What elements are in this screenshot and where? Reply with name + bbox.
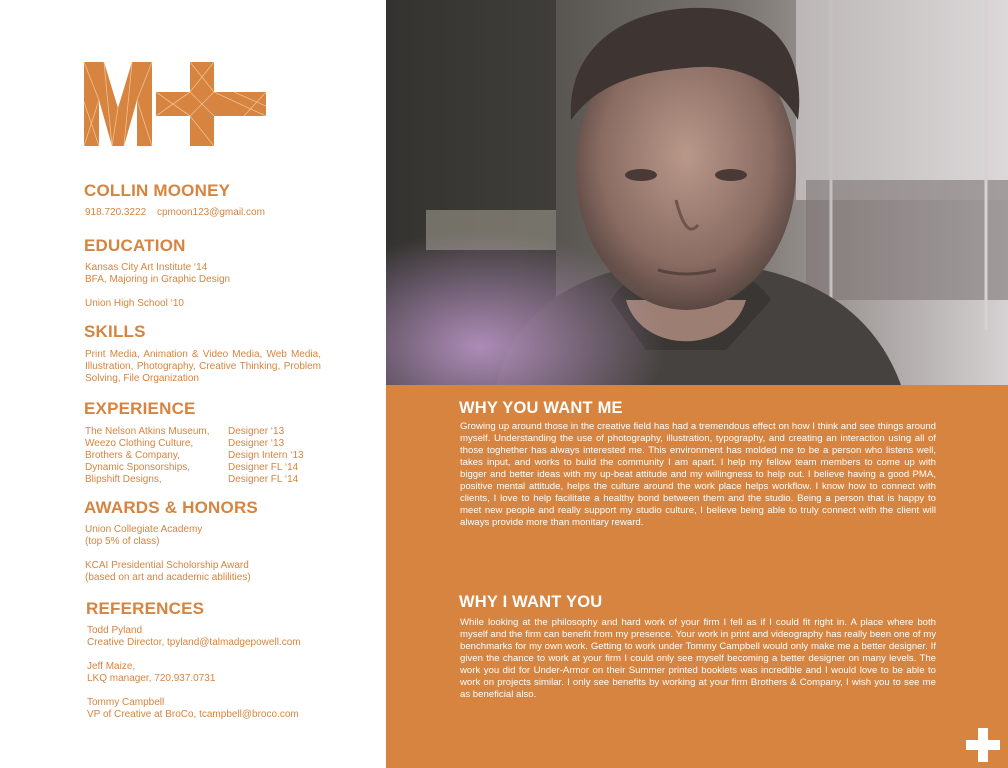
phone-number: 918.720.3222 [85, 207, 147, 218]
experience-place: Dynamic Sponsorships, [85, 462, 191, 473]
experience-role: Designer ‘13 [228, 426, 285, 437]
experience-place: Blipshift Designs, [85, 474, 162, 485]
why-i-want-you-text: While looking at the philosophy and hard work of your firm I fell as if I could fit right in. A place where both myself and the firm can benefit from my presence. Your work in print and videography has really been one of my benchmarks for my own work. Getting to work under Tommy Campbell would only make me a better designer. If given the chance to work at your firm I could only see myself becoming a better designer on many levels. The work you did for Under-Armor on their Summer printed booklets was incredible and I would love to be able to work on projects similar. I only see benefits by working at your firm Brothers & Company, I wish you to see me as beneficial also. [460, 617, 936, 700]
experience-row [85, 438, 335, 450]
award-line: (top 5% of class) [85, 536, 160, 547]
award-line: Union Collegiate Academy [85, 524, 203, 535]
award-item [85, 524, 335, 548]
education-item [85, 262, 325, 286]
contact-info [85, 207, 265, 219]
portrait-image [386, 0, 1008, 385]
skills-text: Print Media, Animation & Video Media, Web Media, Illustration, Photography, Creative Thinking, Problem Solving, File Organization [85, 349, 321, 384]
experience-row [85, 474, 335, 486]
reference-item [87, 661, 347, 685]
plus-icon [966, 728, 1000, 762]
portrait-photo [386, 0, 1008, 385]
experience-place: Weezo Clothing Culture, [85, 438, 194, 449]
skills-heading: SKILLS [84, 322, 146, 341]
experience-role: Designer ‘13 [228, 438, 285, 449]
applicant-name: COLLIN MOONEY [84, 181, 231, 200]
reference-line: LKQ manager, 720.937.0731 [87, 673, 216, 684]
resume-left-column [0, 0, 386, 768]
reference-line: Todd Pyland [87, 625, 143, 636]
award-item [85, 560, 335, 584]
education-heading: EDUCATION [84, 236, 186, 255]
experience-row [85, 450, 335, 462]
award-line: (based on art and academic ablilities) [85, 572, 251, 583]
reference-line: Jeff Maize, [87, 661, 136, 672]
experience-place: The Nelson Atkins Museum, [85, 426, 210, 437]
awards-heading: AWARDS & HONORS [84, 498, 258, 517]
reference-line: Tommy Campbell [87, 697, 165, 708]
award-line: KCAI Presidential Scholorship Award [85, 560, 249, 571]
references-heading: REFERENCES [86, 599, 205, 618]
m-plus-logo [84, 62, 266, 146]
why-you-want-me-heading: WHY YOU WANT ME [459, 399, 623, 417]
experience-list [85, 426, 335, 486]
experience-row [85, 426, 335, 438]
experience-place: Brothers & Company, [85, 450, 180, 461]
education-item [85, 298, 325, 310]
experience-row [85, 462, 335, 474]
reference-line: Creative Director, tpyland@talmadgepowell.com [87, 637, 301, 648]
reference-line: VP of Creative at BroCo, tcampbell@broco.com [87, 709, 299, 720]
experience-role: Designer FL ‘14 [228, 474, 299, 485]
email-address: cpmoon123@gmail.com [156, 207, 265, 218]
education-line: Union High School ‘10 [85, 298, 184, 309]
experience-role: Designer FL ‘14 [228, 462, 299, 473]
reference-item [87, 697, 347, 721]
education-line: BFA, Majoring in Graphic Design [85, 274, 231, 285]
experience-heading: EXPERIENCE [84, 399, 196, 418]
education-line: Kansas City Art Institute ‘14 [85, 262, 208, 273]
why-you-want-me-text: Growing up around those in the creative field has had a tremendous effect on how I think and see things around myself. Understanding the use of photography, illustration, typography, and creating an interaction using all of those toghether has always interested me. This environment has molded me to be a person who listens well, takes input, and works to build the community I am apart. I help my fellow team members to come up with bigger and better ideas with my up-beat attitude and my willingness to help out. I believe having a good PMA, positive mental attitude, helps the culture around the work place helps workflow. I know how to connect with clients, I love to help facilitate a healthy bond between them and the studio. Being a person that is happy to meet new people and really support my studio culture, I believe being able to truly connect with the client will always provide more than monitary reward. [460, 421, 936, 528]
why-i-want-you-heading: WHY I WANT YOU [459, 593, 603, 611]
statement-panel [386, 385, 1008, 768]
reference-item [87, 625, 347, 649]
experience-role: Design Intern ‘13 [228, 450, 304, 461]
